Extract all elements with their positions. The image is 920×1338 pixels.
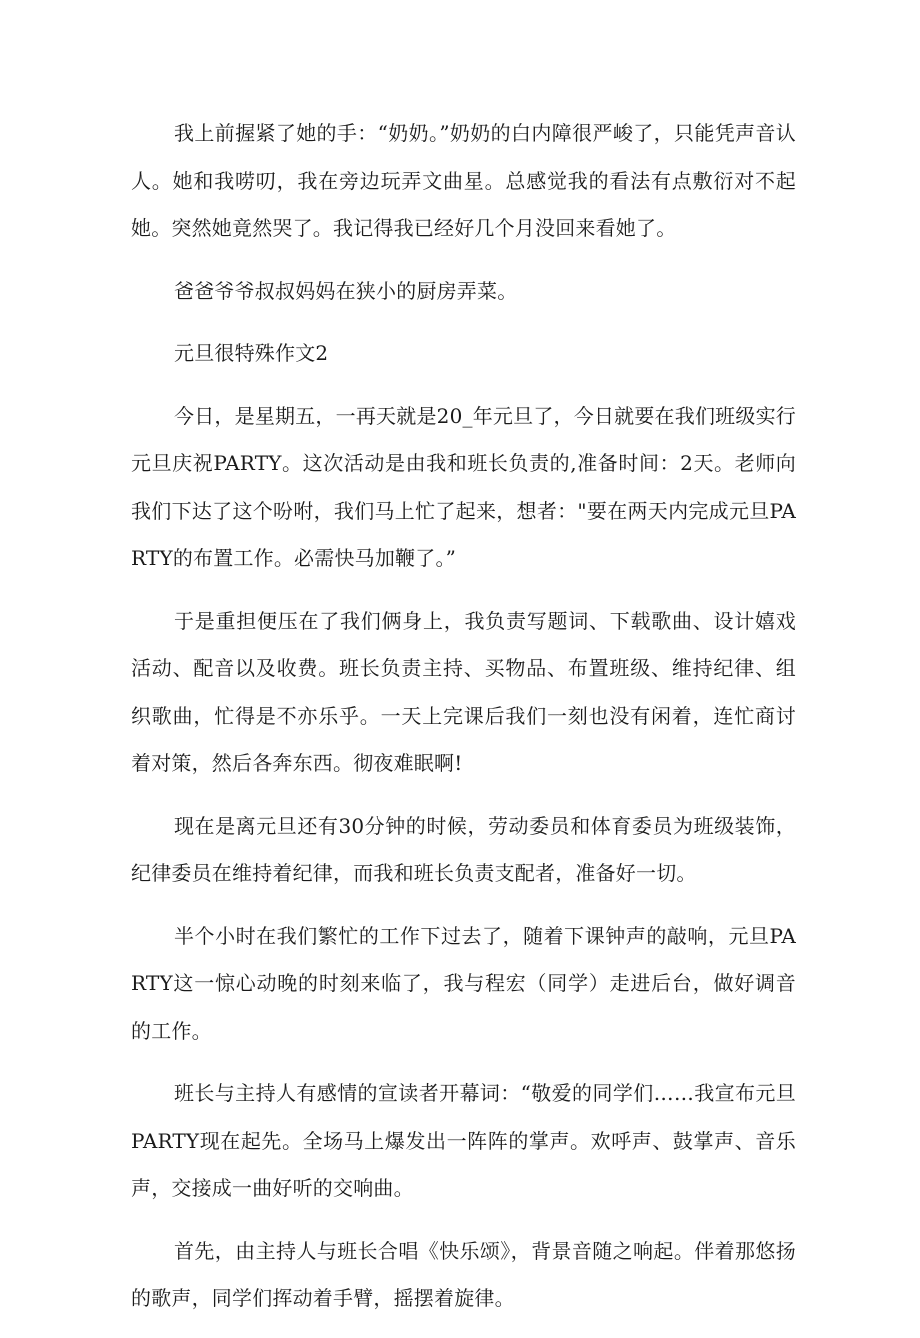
paragraph-thirty-minutes: 现在是离元旦还有30分钟的时候，劳动委员和体育委员为班级装饰，纪律委员在维持着纪律，而我和班长负责支配者，准备好一切。 [131, 813, 796, 885]
document-body [131, 110, 796, 1338]
paragraph-party-intro: 今日，是星期五，一再天就是20_年元旦了，今日就要在我们班级实行元旦庆祝PARTY。这次活动是由我和班长负责的,准备时间：2天。老师向我们下达了这个吩咐，我们马上忙了起来，想者："要在两天内完成元旦PARTY的布置工作。必需快马加鞭了。” [131, 403, 796, 570]
paragraph-grandma-visit: 我上前握紧了她的手：“奶奶。”奶奶的白内障很严峻了，只能凭声音认人。她和我唠叨，我在旁边玩弄文曲星。总感觉我的看法有点敷衍对不起她。突然她竟然哭了。我记得我已经好几个月没回来看她了。 [131, 121, 796, 240]
essay-title: 元旦很特殊作文2 [174, 341, 329, 365]
paragraph-half-hour: 半个小时在我们繁忙的工作下过去了，随着下课钟声的敲响，元旦PARTY这一惊心动晚的时刻来临了，我与程宏（同学）走进后台，做好调音的工作。 [131, 923, 796, 1043]
paragraph-preparation: 于是重担便压在了我们俩身上，我负责写题词、下载歌曲、设计嬉戏活动、配音以及收费。班长负责主持、买物品、布置班级、维持纪律、组织歌曲，忙得是不亦乐乎。一天上完课后我们一刻也没有闲着，连忙商讨着对策，然后各奔东西。彻夜难眠啊! [131, 608, 796, 775]
paragraph-opening-speech: 班长与主持人有感情的宣读者开幕词：“敬爱的同学们……我宣布元旦PARTY现在起先。全场马上爆发出一阵阵的掌声。欢呼声、鼓掌声、音乐声，交接成一曲好听的交响曲。 [131, 1081, 796, 1200]
paragraph-kitchen: 爸爸爷爷叔叔妈妈在狭小的厨房弄菜。 [174, 278, 518, 303]
paragraph-first-song: 首先，由主持人与班长合唱《快乐颂》，背景音随之响起。伴着那悠扬的歌声，同学们挥动着手臂，摇摆着旋律。 [131, 1238, 796, 1310]
